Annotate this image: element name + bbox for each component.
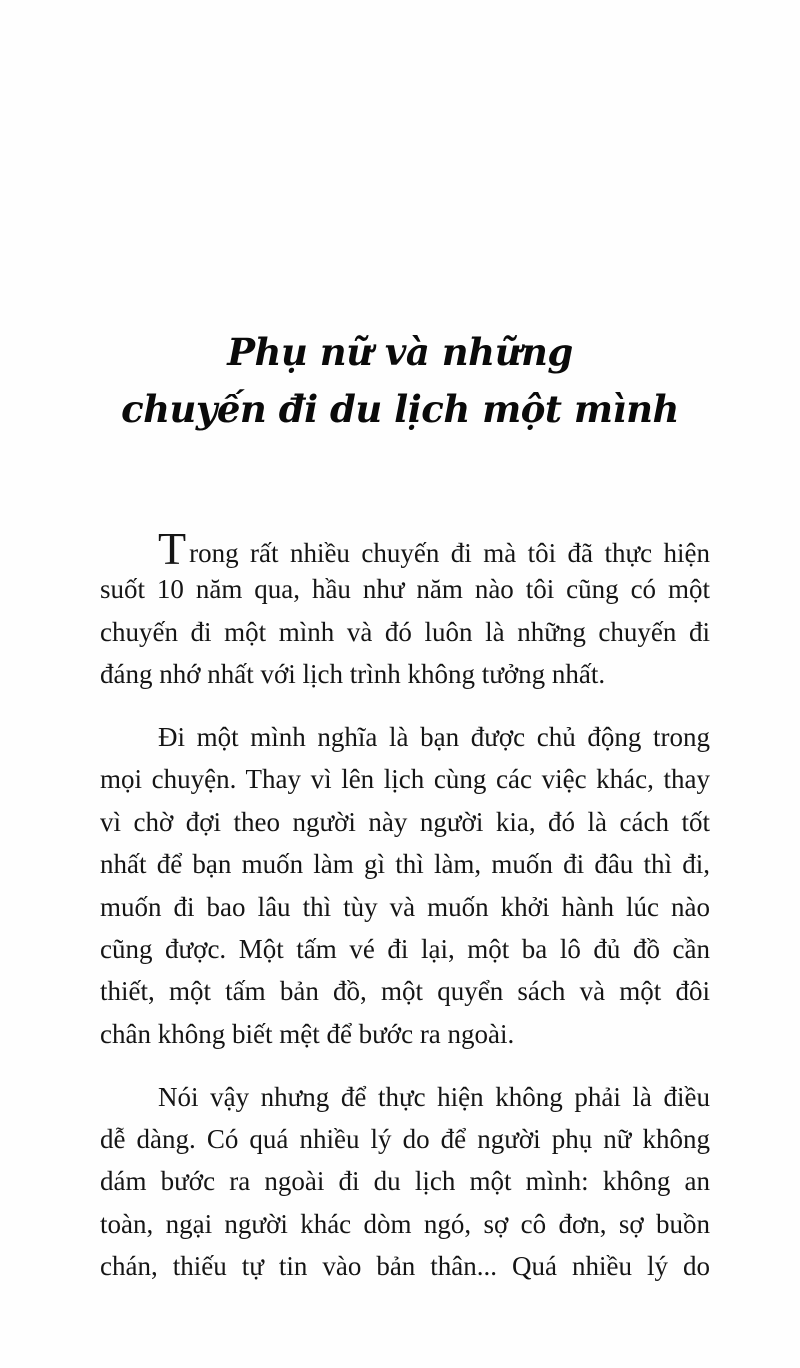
text-line: Nói vậy nhưng để thực hiện không phải là điều bbox=[158, 1081, 710, 1112]
text-line: suốt 10 năm qua, hầu như năm nào tôi cũng có một bbox=[100, 574, 710, 605]
text-line: thiết, một tấm bản đồ, một quyển sách và một đôi bbox=[100, 976, 710, 1007]
text-line: muốn đi bao lâu thì tùy và muốn khởi hành lúc nào bbox=[100, 891, 710, 922]
text-line bbox=[100, 523, 710, 574]
text-line: Đi một mình nghĩa là bạn được chủ động trong bbox=[158, 722, 710, 753]
text-line: cũng được. Một tấm vé đi lại, một ba lô đủ đồ cần bbox=[100, 934, 710, 965]
chapter-title bbox=[0, 324, 800, 438]
text-line: đáng nhớ nhất với lịch trình không tưởng nhất. bbox=[100, 659, 606, 690]
text-line: mọi chuyện. Thay vì lên lịch cùng các việc khác, thay bbox=[100, 764, 710, 795]
paragraph-2 bbox=[100, 716, 710, 1055]
text-line: dám bước ra ngoài đi du lịch một mình: không an bbox=[100, 1166, 710, 1197]
text-line: chán, thiếu tự tin vào bản thân... Quá nhiều lý do bbox=[100, 1251, 710, 1282]
text-line: chuyến đi một mình và đó luôn là những chuyến đi bbox=[100, 616, 710, 647]
text-line-content: rong rất nhiều chuyến đi mà tôi đã thực hiện bbox=[189, 538, 710, 568]
drop-cap: T bbox=[158, 523, 187, 574]
text-line: vì chờ đợi theo người này người kia, đó là cách tốt bbox=[100, 806, 710, 837]
body-text bbox=[100, 523, 710, 1308]
text-line: nhất để bạn muốn làm gì thì làm, muốn đi đâu thì đi, bbox=[100, 849, 710, 880]
chapter-title-line-1: Phụ nữ và những bbox=[227, 330, 573, 374]
text-line: dễ dàng. Có quá nhiều lý do để người phụ nữ không bbox=[100, 1124, 710, 1155]
text-line: toàn, ngại người khác dòm ngó, sợ cô đơn, sợ buồn bbox=[100, 1208, 710, 1239]
paragraph-3 bbox=[100, 1076, 710, 1288]
paragraph-1 bbox=[100, 523, 710, 696]
chapter-title-line-2: chuyến đi du lịch một mình bbox=[121, 387, 679, 431]
text-line: chân không biết mệt để bước ra ngoài. bbox=[100, 1018, 515, 1049]
